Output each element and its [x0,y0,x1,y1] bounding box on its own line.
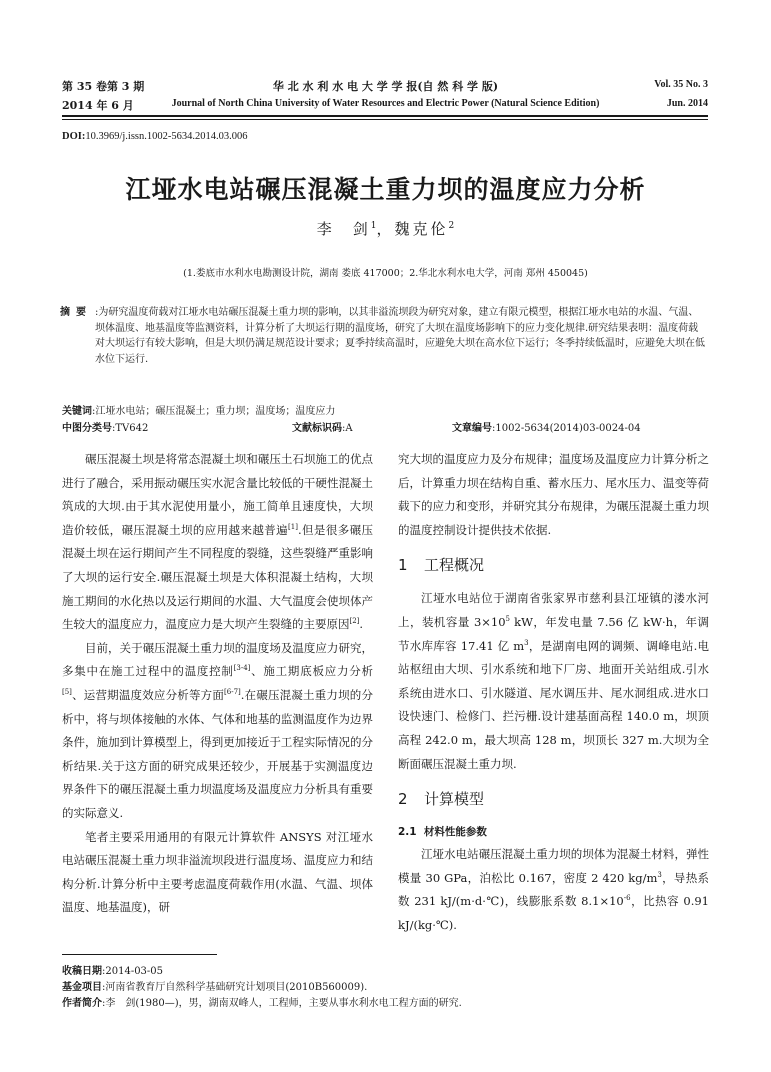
doi-value: 10.3969/j.issn.1002-5634.2014.03.006 [85,131,248,142]
text-run: ，是湖南电网的调频、调峰电站.电站枢纽由大坝、引水系统和地下厂房、地面开关站组成.引水系统由进水口、引水隧道、尾水调压井、尾水洞组成.进水口设快速门、检修门、拦污栅.设计建基面高程 140.0 m，坝顶高程 242.0 m，最大坝高 128 m，坝顶长 327 m.大坝为全断面碾压混凝土重力坝. [398,638,710,771]
received-label: 收稿日期 [62,966,102,977]
volume-issue-en: Vol. 35 No. 3 [654,79,708,90]
citation: [2] [349,617,360,626]
text-run: 江垭水电站位于湖南省张家界市慈利县江垭镇的溇水河上，装机容量 3×10 [398,591,709,629]
fund-label: 基金项目 [62,982,102,993]
text-run: ，导热系数 231 kJ/(m·d·℃)，线膨胀系数 8.1×10 [398,870,709,909]
citation: [5] [62,688,72,697]
text-run: 碾压混凝土坝是将常态混凝土坝和碾压土石坝施工的优点进行了融合，采用振动碾压实水泥含量比较低的干硬性混凝土筑成的大坝.由于其水泥使用量小，施工简单且速度快，大坝造价较低，碾压混凝土坝的应用越来越普遍 [62,452,373,537]
text-run: 目前，关于碾压混凝土重力坝的温度场及温度应力研究，多集中在施工过程中的温度控制 [62,640,373,679]
text-run: 江垭水电站碾压混凝土重力坝的坝体为混凝土材料，弹性模量 30 GPa，泊松比 0.167，密度 2 420 kg/m [398,847,709,885]
fund-project [62,978,367,993]
header-rule-thin [62,119,708,120]
superscript: 3 [657,870,662,879]
citation: [1] [288,522,298,531]
author-1-affil: 1 [370,221,377,231]
volume-issue: 第 35 卷第 3 期 [62,80,145,93]
received-date [62,962,163,977]
author-bio-label: 作者简介 [62,998,102,1009]
text-run: 、运营期温度效应分析等方面 [71,687,225,702]
doi [62,131,248,142]
doi-label: DOI: [62,131,86,142]
journal-name-en: Journal of North China University of Water Resources and Electric Power (Natural Science Edition) [171,98,600,109]
keywords [62,402,335,417]
section-1-number: 1 [398,556,408,575]
fund-value: :河南省教育厅自然科学基础研究计划项目(2010B560009). [102,982,368,993]
body-left-column [62,448,373,920]
paragraph-method: 笔者主要采用通用的有限元计算软件 ANSYS 对江垭水电站碾压混凝土重力坝非溢流坝段进行温度场、温度应力和结构分析.计算分析中主要考虑温度荷载作用(水温、气温、坝体温度、地基温度)，研 [62,829,373,915]
subsection-2-1-heading [398,821,709,843]
section-1-heading [398,551,709,579]
paragraph-status [62,637,373,826]
text-run: . [359,617,364,632]
section-1-title: 工程概况 [424,556,485,575]
document-code [292,419,353,434]
paragraph-continued: 究大坝的温度应力及分布规律；温度场及温度应力计算分析之后，计算重力坝在结构自重、蓄水压力、尾水压力、温变等荷载下的应力和变形，并研究其分布规律，为碾压混凝土重力坝的温度控制设计提供技术依据. [398,452,709,537]
citation: [6-7] [224,688,241,697]
article-number-value: :1002-5634(2014)03-0024-04 [492,423,641,434]
text-run: .在碾压混凝土重力坝的分析中，将与坝体接触的水体、气体和地基的监测温度作为边界条件，施加到计算模型上，得到更加接近于工程实际情况的分析结果.关于这方面的研究成果还较少，开展基于实测温度边界条件下的碾压混凝土重力坝温度场及温度应力分析具有重要的实际意义. [62,687,373,820]
author-bio [62,994,462,1009]
classification-label: 中图分类号 [62,423,112,434]
author-1: 李 剑 [316,220,371,238]
author-2-affil: 2 [448,221,455,231]
paragraph-project-overview [398,587,709,776]
journal-name-cn: 华 北 水 利 水 电 大 学 学 报(自 然 科 学 版) [272,80,499,93]
body-right-column [398,448,709,938]
document-code-value: :A [342,423,353,434]
author-2: 魏克伦 [394,220,449,238]
text-run: 、施工期底板应力分析 [250,664,374,679]
authors [0,218,771,239]
superscript: 3 [524,638,529,647]
superscript: -6 [623,894,631,903]
paragraph-intro [62,448,373,637]
issue-date-en: Jun. 2014 [666,98,708,109]
paragraph-material-params [398,843,709,937]
text-run: .但是很多碾压混凝土坝在运行期间产生不同程度的裂缝，这些裂缝严重影响了大坝的运行安全.碾压混凝土坝是大体积混凝土结构，大坝施工期间的水化热以及运行期间的水温、大气温度会使坝体产生较大的温度应力，温度应力是大坝产生裂缝的主要原因 [62,522,374,632]
subsection-2-1-title: 材料性能参数 [423,826,487,839]
paper-title: 江垭水电站碾压混凝土重力坝的温度应力分析 [125,175,646,204]
article-number-label: 文章编号 [452,423,492,434]
document-code-label: 文献标识码 [292,423,342,434]
author-bio-value: :李 剑(1980—)，男，湖南双峰人，工程师，主要从事水利水电工程方面的研究. [102,998,462,1009]
issue-date: 2014 年 6 月 [62,99,134,112]
section-2-heading [398,785,709,813]
abstract-label: 摘要 [60,307,92,318]
header-rule [62,115,708,117]
section-2-number: 2 [398,790,408,809]
superscript: 5 [505,615,511,624]
text-run: kW，年发电量 7.56 亿 kW·h，年调节水库库容 17.41 亿 m [398,614,709,653]
text-run: ，比热容 0.91 kJ/(kg·℃). [398,894,710,932]
citation: [3-4] [233,664,251,673]
received-value: :2014-03-05 [102,966,164,977]
footnote-rule [62,954,217,955]
affiliations: (1.娄底市水利水电勘测设计院，湖南 娄底 417000；2.华北水利水电大学，河南 郑州 450045) [183,268,588,279]
subsection-2-1-number: 2.1 [398,826,417,839]
article-number [452,419,641,434]
abstract-text: :为研究温度荷载对江垭水电站碾压混凝土重力坝的影响，以其非溢流坝段为研究对象，建立有限元模型，根据江垭水电站的水温、气温、坝体温度、地基温度等监测资料，计算分析了大坝运行期的温度场，研究了大坝在温度场影响下的应力变化规律.研究结果表明：温度荷载对大坝运行有较大影响，但是大坝仍满足规范设计要求；夏季持续高温时，应避免大坝在高水位下运行；冬季持续低温时，应避免大坝在低水位下运行. [95,307,705,365]
keywords-text: :江垭水电站；碾压混凝土；重力坝；温度场；温度应力 [92,406,336,417]
classification-value: :TV642 [112,423,149,434]
classification [62,419,148,434]
keywords-label: 关键词 [62,406,92,417]
author-separator: ， [376,220,395,238]
abstract [60,305,707,367]
section-2-title: 计算模型 [424,790,485,809]
